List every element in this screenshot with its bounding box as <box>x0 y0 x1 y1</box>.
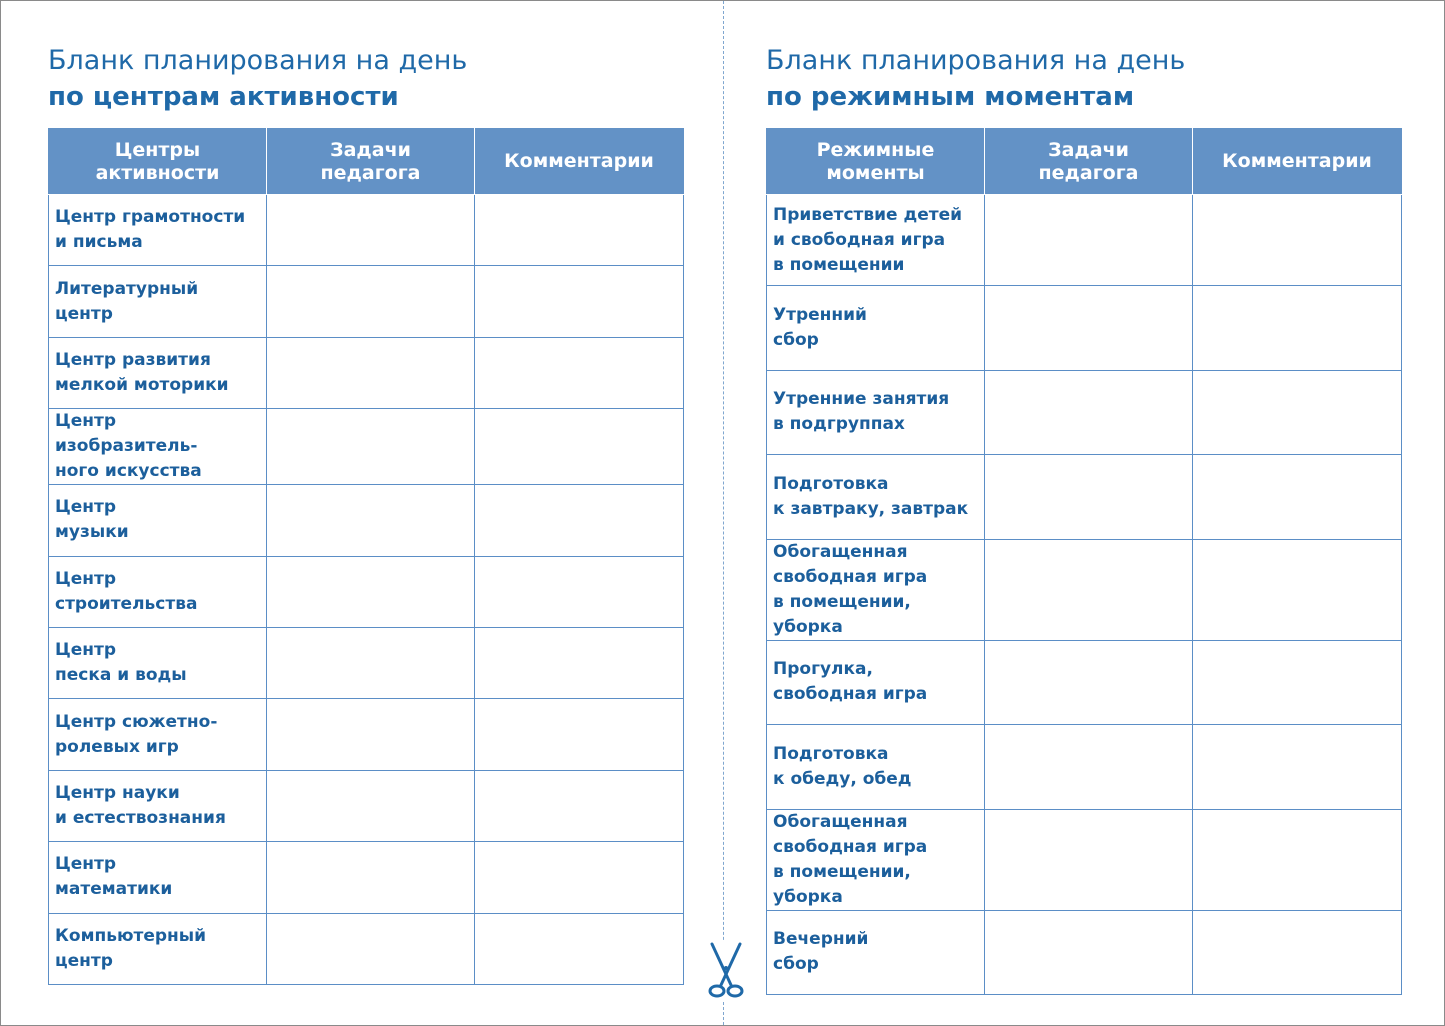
table-row <box>49 842 684 913</box>
table-row <box>49 266 684 337</box>
left-title-line1: Бланк планирования на день <box>48 45 468 76</box>
table-row <box>767 809 1402 910</box>
column-header-tasks: Задачи педагога <box>985 129 1193 195</box>
tasks-cell[interactable] <box>985 286 1193 371</box>
table-row <box>49 409 684 485</box>
comments-cell[interactable] <box>1193 370 1402 455</box>
table-row <box>767 286 1402 371</box>
cut-line <box>723 1 724 1025</box>
scissors-icon <box>704 941 748 1001</box>
tasks-cell[interactable] <box>267 485 475 556</box>
comments-cell[interactable] <box>475 770 684 841</box>
comments-cell[interactable] <box>1193 195 1402 286</box>
tasks-cell[interactable] <box>267 337 475 408</box>
row-label: Обогащенная свободная игра в помещении, уборка <box>767 539 985 640</box>
tasks-cell[interactable] <box>267 409 475 485</box>
table-row <box>49 770 684 841</box>
row-label: Центр музыки <box>49 485 267 556</box>
comments-cell[interactable] <box>1193 910 1402 995</box>
table-row <box>767 195 1402 286</box>
row-label: Центр развития мелкой моторики <box>49 337 267 408</box>
table-row <box>767 725 1402 810</box>
row-label: Подготовка к завтраку, завтрак <box>767 455 985 540</box>
table-row <box>49 556 684 627</box>
row-label: Центр изобразитель- ного искусства <box>49 409 267 485</box>
activity-centers-body <box>49 195 684 985</box>
tasks-cell[interactable] <box>267 266 475 337</box>
column-header-centers: Центры активности <box>49 129 267 195</box>
tasks-cell[interactable] <box>267 556 475 627</box>
row-label: Прогулка, свободная игра <box>767 640 985 725</box>
table-row <box>49 485 684 556</box>
comments-cell[interactable] <box>1193 809 1402 910</box>
comments-cell[interactable] <box>475 699 684 770</box>
tasks-cell[interactable] <box>267 627 475 698</box>
row-label: Приветствие детей и свободная игра в помещении <box>767 195 985 286</box>
table-row <box>49 337 684 408</box>
comments-cell[interactable] <box>475 337 684 408</box>
row-label: Центр песка и воды <box>49 627 267 698</box>
right-title-line1: Бланк планирования на день <box>766 45 1186 76</box>
activity-centers-table <box>48 128 684 985</box>
row-label: Утренний сбор <box>767 286 985 371</box>
comments-cell[interactable] <box>1193 455 1402 540</box>
comments-cell[interactable] <box>1193 539 1402 640</box>
row-label: Центр математики <box>49 842 267 913</box>
tasks-cell[interactable] <box>985 910 1193 995</box>
right-title-line2: по режимным моментам <box>766 82 1135 112</box>
comments-cell[interactable] <box>475 627 684 698</box>
comments-cell[interactable] <box>475 913 684 984</box>
table-row <box>49 627 684 698</box>
table-row <box>767 455 1402 540</box>
routine-moments-table <box>766 128 1402 995</box>
row-label: Компьютерный центр <box>49 913 267 984</box>
row-label: Центр сюжетно- ролевых игр <box>49 699 267 770</box>
column-header-comments: Комментарии <box>1193 129 1402 195</box>
table-row <box>49 913 684 984</box>
table-header-row <box>49 129 684 195</box>
row-label: Центр строительства <box>49 556 267 627</box>
table-header-row <box>767 129 1402 195</box>
row-label: Центр грамотности и письма <box>49 195 267 266</box>
table-row <box>767 910 1402 995</box>
table-row <box>767 640 1402 725</box>
table-row <box>49 699 684 770</box>
comments-cell[interactable] <box>475 195 684 266</box>
tasks-cell[interactable] <box>985 455 1193 540</box>
tasks-cell[interactable] <box>985 640 1193 725</box>
tasks-cell[interactable] <box>985 539 1193 640</box>
row-label: Центр науки и естествознания <box>49 770 267 841</box>
column-header-moments: Режимные моменты <box>767 129 985 195</box>
comments-cell[interactable] <box>475 409 684 485</box>
tasks-cell[interactable] <box>267 770 475 841</box>
table-row <box>49 195 684 266</box>
table-row <box>767 539 1402 640</box>
tasks-cell[interactable] <box>267 913 475 984</box>
column-header-comments: Комментарии <box>475 129 684 195</box>
comments-cell[interactable] <box>475 485 684 556</box>
comments-cell[interactable] <box>475 266 684 337</box>
column-header-tasks: Задачи педагога <box>267 129 475 195</box>
tasks-cell[interactable] <box>985 370 1193 455</box>
comments-cell[interactable] <box>1193 640 1402 725</box>
tasks-cell[interactable] <box>985 809 1193 910</box>
tasks-cell[interactable] <box>267 842 475 913</box>
comments-cell[interactable] <box>475 556 684 627</box>
left-title-line2: по центрам активности <box>48 82 399 112</box>
row-label: Литературный центр <box>49 266 267 337</box>
tasks-cell[interactable] <box>985 195 1193 286</box>
comments-cell[interactable] <box>1193 725 1402 810</box>
tasks-cell[interactable] <box>985 725 1193 810</box>
table-row <box>767 370 1402 455</box>
routine-moments-body <box>767 195 1402 995</box>
row-label: Подготовка к обеду, обед <box>767 725 985 810</box>
row-label: Обогащенная свободная игра в помещении, уборка <box>767 809 985 910</box>
row-label: Вечерний сбор <box>767 910 985 995</box>
comments-cell[interactable] <box>1193 286 1402 371</box>
comments-cell[interactable] <box>475 842 684 913</box>
tasks-cell[interactable] <box>267 195 475 266</box>
tasks-cell[interactable] <box>267 699 475 770</box>
row-label: Утренние занятия в подгруппах <box>767 370 985 455</box>
